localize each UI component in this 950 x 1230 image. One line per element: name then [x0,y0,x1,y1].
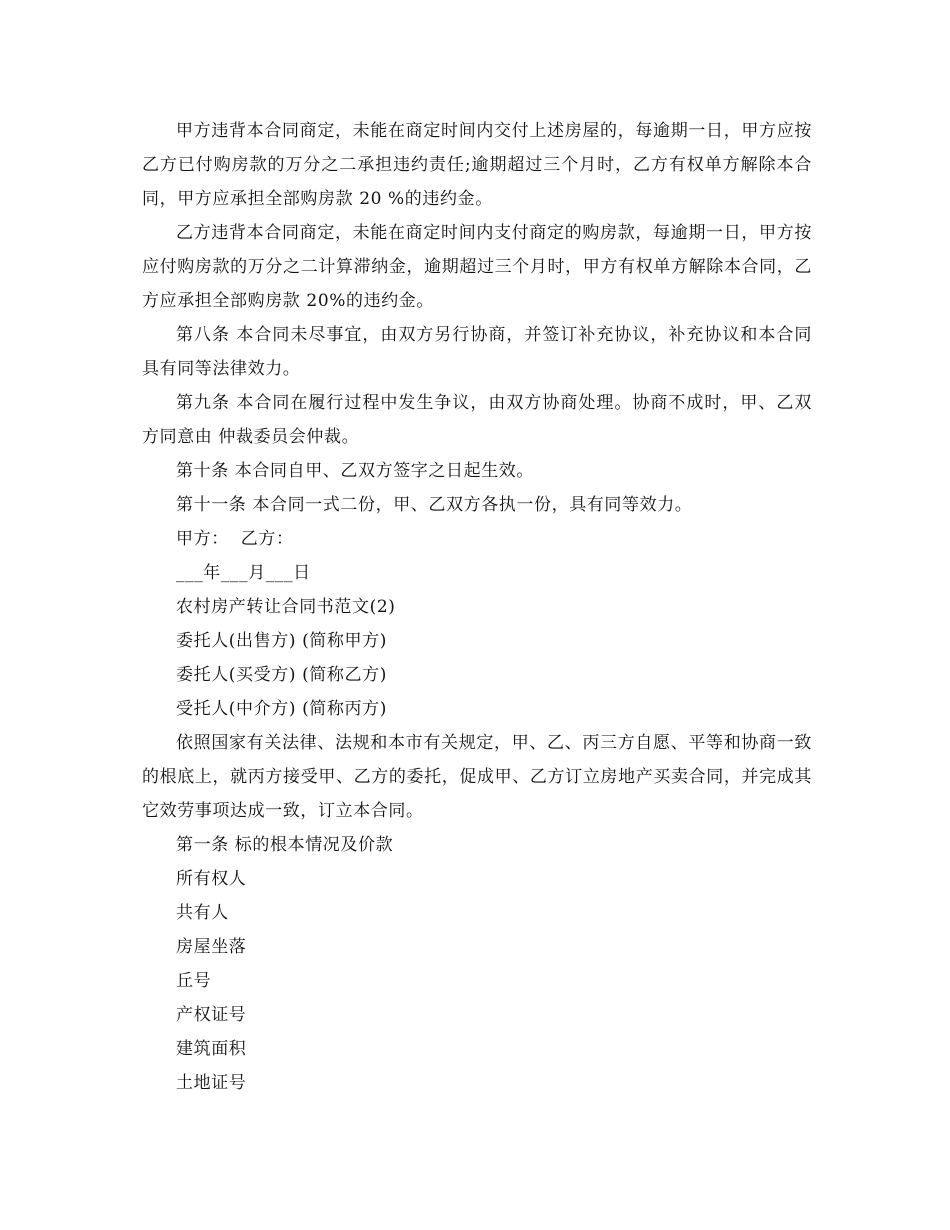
paragraph-article-8: 第八条 本合同未尽事宜，由双方另行协商，并签订补充协议，补充协议和本合同具有同等法律效力。 [142,325,812,379]
paragraph-buyer-default: 乙方违背本合同商定，未能在商定时间内支付商定的购房款，每逾期一日，甲方按应付购房款的万分之二计算滞纳金，逾期超过三个月时，甲方有权单方解除本合同，乙方应承担全部购房款 20%的违约金。 [142,223,812,311]
section-title: 农村房产转让合同书范文(2) [176,597,396,617]
paragraph-article-9: 第九条 本合同在履行过程中发生争议，由双方协商处理。协商不成时，甲、乙双方同意由 仲裁委员会仲裁。 [142,393,812,447]
field-location: 房屋坐落 [176,937,247,957]
paragraph-preamble: 依照国家有关法律、法规和本市有关规定，甲、乙、丙三方自愿、平等和协商一致的根底上，就丙方接受甲、乙方的委托，促成甲、乙方订立房地产买卖合同，并完成其它效劳事项达成一致，订立本合同。 [142,733,812,821]
paragraph-article-11: 第十一条 本合同一式二份，甲、乙双方各执一份，具有同等效力。 [176,495,693,515]
document-body [142,114,812,1100]
field-co-owner: 共有人 [176,903,229,923]
signature-date: ___年___月___日 [176,563,311,583]
signature-parties: 甲方： 乙方： [176,529,294,549]
party-agent: 受托人(中介方) (简称丙方) [176,699,387,719]
field-lot-number: 丘号 [176,971,212,991]
article-1-title: 第一条 标的根本情况及价款 [176,835,394,855]
party-buyer: 委托人(买受方) (简称乙方) [176,665,387,685]
paragraph-seller-default: 甲方违背本合同商定，未能在商定时间内交付上述房屋的，每逾期一日，甲方应按乙方已付购房款的万分之二承担违约责任;逾期超过三个月时，乙方有权单方解除本合同，甲方应承担全部购房款 20 %的违约金。 [142,121,812,209]
paragraph-article-10: 第十条 本合同自甲、乙双方签字之日起生效。 [176,461,535,481]
field-land-certificate: 土地证号 [176,1073,247,1093]
field-owner: 所有权人 [176,869,247,889]
party-seller: 委托人(出售方) (简称甲方) [176,631,387,651]
field-title-certificate: 产权证号 [176,1005,247,1025]
field-floor-area: 建筑面积 [176,1039,247,1059]
